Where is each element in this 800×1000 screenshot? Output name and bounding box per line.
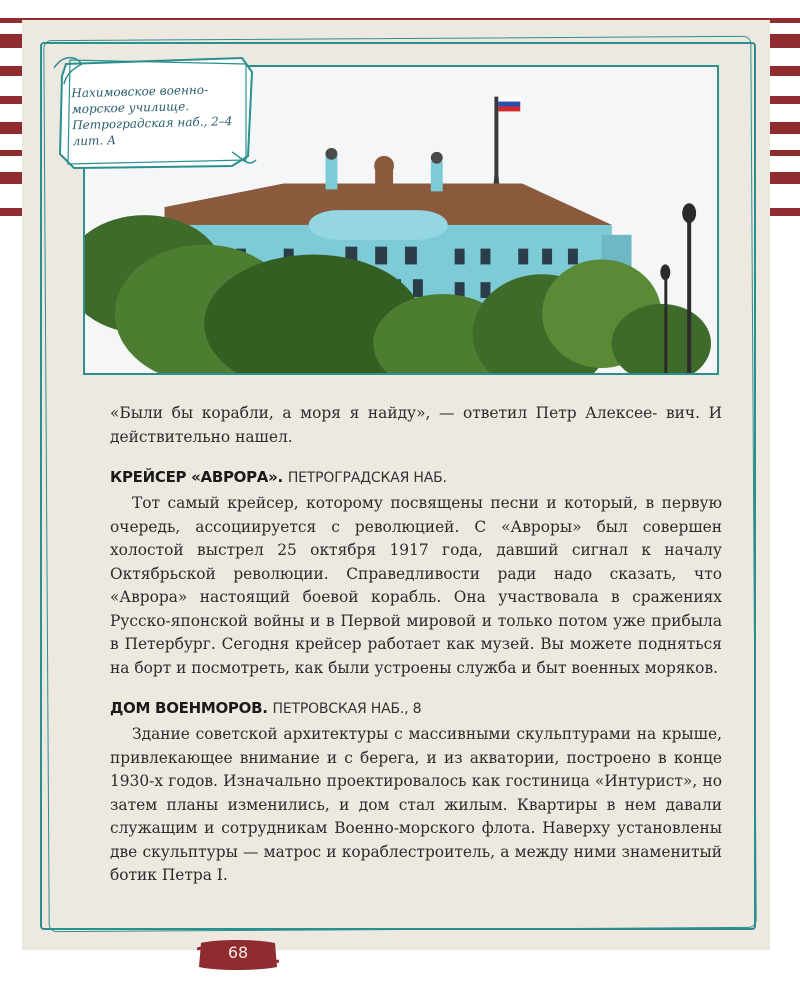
section-address: ПЕТРОВСКАЯ НАБ., 8: [272, 701, 422, 717]
caption-line-2: морское училище.: [71, 99, 190, 117]
section-address: ПЕТРОГРАДСКАЯ НАБ.: [287, 470, 447, 486]
photo-caption: [71, 81, 243, 149]
page-number: 68: [227, 943, 249, 962]
intro-paragraph: [110, 402, 722, 449]
section-title: ДОМ ВОЕНМОРОВ.: [110, 699, 268, 717]
page-number-badge: [197, 937, 279, 973]
section-text-aurora: Тот самый крейсер, которому посвящены песни и который, в первую очередь, ассоциируется с революцией. С «Авроры» был совершен холостой выстрел 25 октября 1917 года, давший сигнал к началу Октябрьской революции. Справедливости ради надо сказать, что «Аврора» настоящий боевой корабль. Она участвовала в сражениях Русско-японской войны и в Первой мировой и только потом уже прибыла в Петербург. Сегодня крейсер работает как музей. Вы можете подняться на борт и посмотреть, как были устроены служба и быт военных моряков.: [110, 494, 722, 677]
caption-line-3: Петроградская наб., 2–4: [72, 114, 233, 133]
section-heading-voenmorov: [110, 697, 722, 721]
caption-line-4: лит. А: [72, 133, 117, 149]
section-title: КРЕЙСЕР «АВРОРА».: [110, 468, 283, 486]
caption-line-1: Нахимовское военно-: [71, 82, 209, 101]
section-text-voenmorov: Здание советской архитектуры с массивными скульптурами на крыше, привлекающее внимание и с берега, и из акватории, построено в конце 1930-х годов. Изначально проектировалось как гостиница «Интурист», но затем планы изменились, и дом стал жилым. Квартиры в нем давали служащим и сотрудникам Военно-морского флота. Наверху установлены две скульптуры — матрос и кораблестроитель, а между ними знаменитый ботик Петра I.: [110, 725, 722, 884]
intro-line-1: «Были бы корабли, а моря я найду», — ответил Петр Алексее-: [110, 404, 658, 422]
section-heading-aurora: [110, 466, 722, 490]
intro-line-2: вич. И действительно нашел.: [110, 404, 722, 446]
photo-caption-box: [52, 48, 252, 176]
article-body: [110, 402, 722, 888]
